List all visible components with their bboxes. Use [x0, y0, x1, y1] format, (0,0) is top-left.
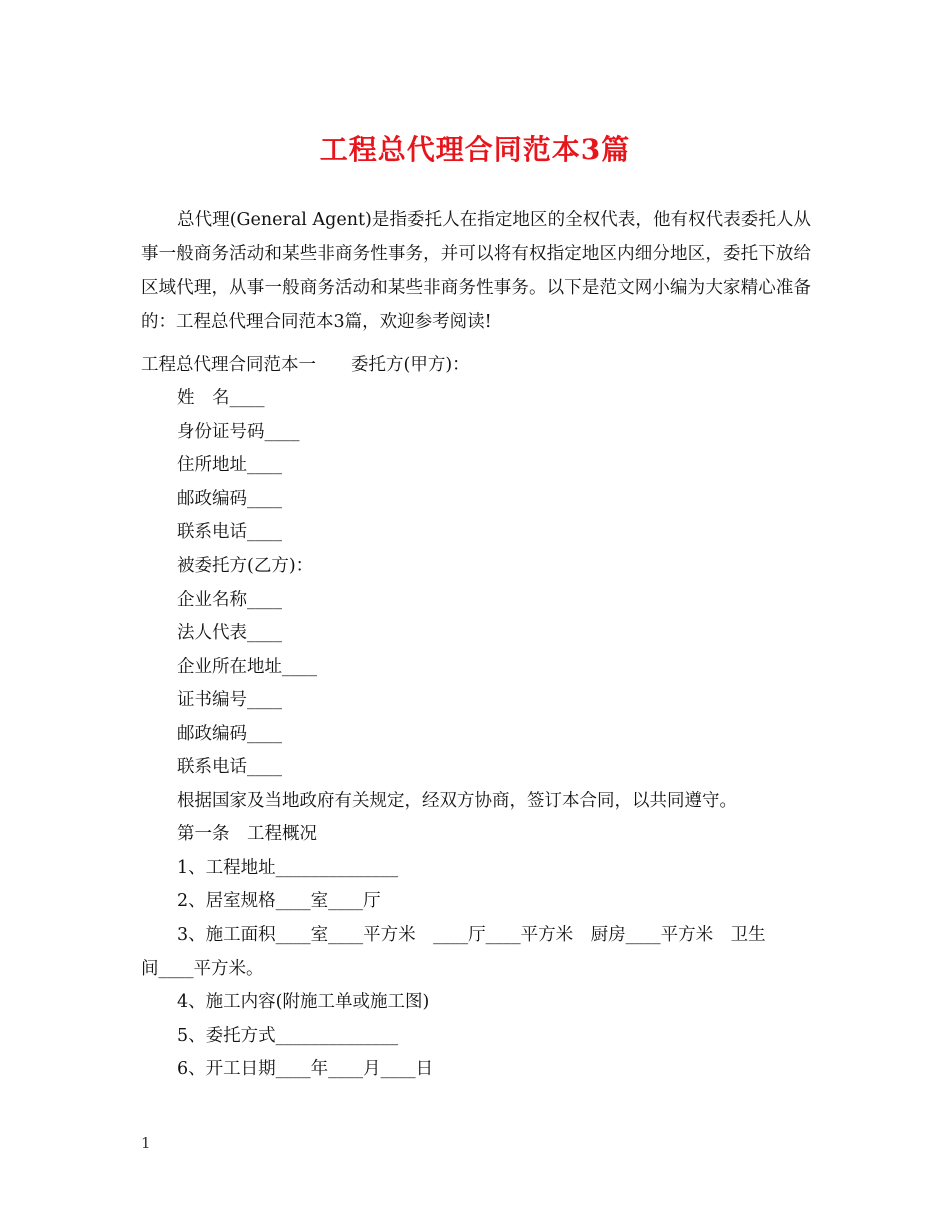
field-legal-representative: 法人代表____ — [177, 623, 282, 643]
field-address: 住所地址____ — [177, 455, 282, 475]
section-heading: 工程总代理合同范本一 委托方(甲方)： — [141, 355, 470, 375]
party-b-heading: 被委托方(乙方)： — [177, 556, 314, 576]
item-construction-area-continued: 间____平方米。 — [141, 959, 264, 979]
page-number: 1 — [141, 1134, 151, 1152]
article-one-heading: 第一条 工程概况 — [177, 824, 317, 844]
item-room-layout: 2、居室规格____室____厅 — [177, 891, 381, 911]
item-commission-method: 5、委托方式______________ — [177, 1026, 399, 1046]
agreement-statement: 根据国家及当地政府有关规定，经双方协商，签订本合同，以共同遵守。 — [177, 791, 737, 811]
field-phone: 联系电话____ — [177, 522, 282, 542]
field-postcode: 邮政编码____ — [177, 489, 282, 509]
item-construction-content: 4、施工内容(附施工单或施工图) — [177, 992, 430, 1012]
item-construction-area: 3、施工面积____室____平方米 ____厅____平方米 厨房____平方米 卫生 — [177, 925, 766, 945]
field-phone-b: 联系电话____ — [177, 757, 282, 777]
field-id-number: 身份证号码____ — [177, 422, 300, 442]
item-project-address: 1、工程地址______________ — [177, 858, 399, 878]
field-postcode-b: 邮政编码____ — [177, 724, 282, 744]
field-company-name: 企业名称____ — [177, 590, 282, 610]
field-certificate-number: 证书编号____ — [177, 690, 282, 710]
field-company-address: 企业所在地址____ — [177, 657, 317, 677]
item-start-date: 6、开工日期____年____月____日 — [177, 1059, 434, 1079]
field-name: 姓 名____ — [177, 388, 265, 408]
intro-paragraph: 总代理(General Agent)是指委托人在指定地区的全权代表，他有权代表委托人从事一般商务活动和某些非商务性事务，并可以将有权指定地区内细分地区，委托下放给区域代理，从事一般商务活动和某些非商务性事务。以下是范文网小编为大家精心准备的：工程总代理合同范本3篇，欢迎参考阅读! — [141, 210, 811, 332]
document-title: 工程总代理合同范本3篇 — [319, 133, 631, 166]
